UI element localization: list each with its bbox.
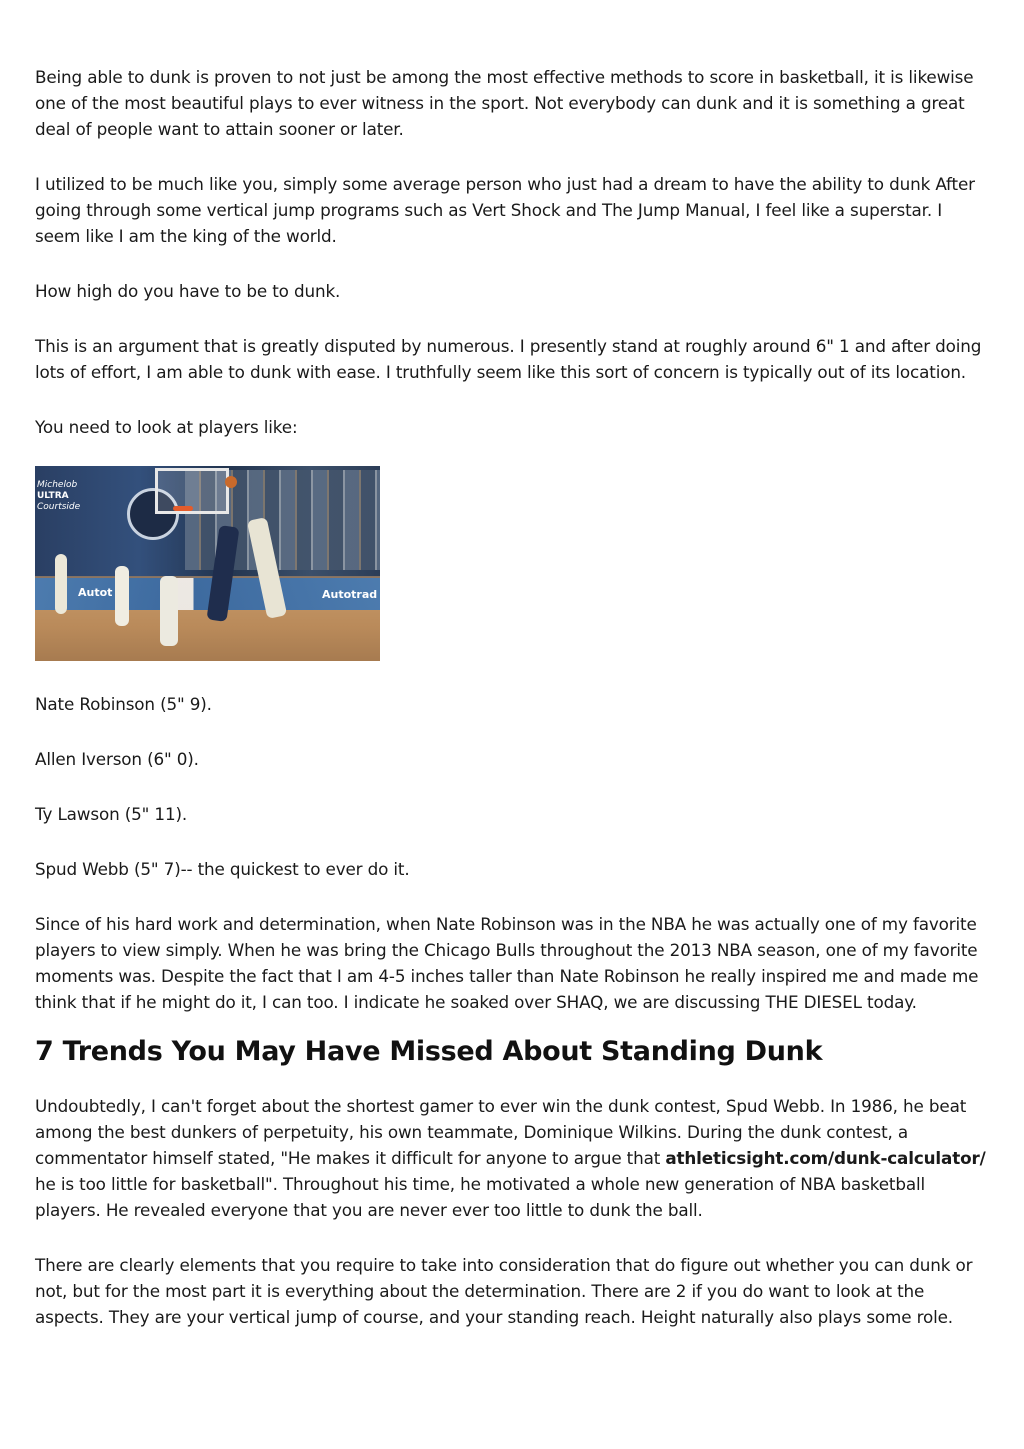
dunk-calculator-link[interactable]: athleticsight.com/dunk-calculator/: [665, 1148, 986, 1168]
nate-paragraph: Since of his hard work and determination, when Nate Robinson was in the NBA he was actually one of my favorite players to view simply. When he was bring the Chicago Bulls throughout the 2013 NBA season, one of my favorite moments was. Despite the fact that I am 4-5 inches taller than Nate Robinson he really inspired me and made me think that if he might do it, I can too. I indicate he soaked over SHAQ, we are discussing THE DIESEL today.: [35, 914, 979, 1012]
argument-paragraph: This is an argument that is greatly disputed by numerous. I presently stand at roughly around 6" 1 and after doing lots of effort, I am able to dunk with ease. I truthfully seem like this sort of concern is typically out of its location.: [35, 336, 982, 382]
basketball-game-photo: [35, 466, 380, 661]
player-line: Spud Webb (5" 7)-- the quickest to ever do it.: [35, 859, 410, 879]
player-figure: [55, 554, 67, 614]
question-paragraph: How high do you have to be to dunk.: [35, 281, 341, 301]
section-heading: 7 Trends You May Have Missed About Standing Dunk: [35, 1036, 823, 1067]
ad-text-left: Autot: [78, 586, 113, 599]
spud-paragraph: Undoubtedly, I can't forget about the shortest gamer to ever win the dunk contest, Spud Webb. In 1986, he beat among the best dunkers of perpetuity, his own teammate, Dominique Wilkins. During the dunk contest, a commentator himself stated, "He makes it difficult for anyone to argue that athleticsight.com/dunk-calculator/ he is too little for basketball". Throughout his time, he motivated a whole new generation of NBA basketball players. He revealed everyone that you are never ever too little to dunk the ball.: [35, 1096, 986, 1220]
player-line: Nate Robinson (5" 9).: [35, 694, 212, 714]
intro-paragraph: Being able to dunk is proven to not just be among the most effective methods to score in basketball, it is likewise one of the most beautiful plays to ever witness in the sport. Not everybody can dunk and it is something a great deal of people want to attain sooner or later.: [35, 67, 974, 139]
player-line: Ty Lawson (5" 11).: [35, 804, 188, 824]
closing-paragraph: There are clearly elements that you require to take into consideration that do figure out whether you can dunk or not, but for the most part it is everything about the determination. There are 2 if you do want to look at the aspects. They are your vertical jump of course, and your standing reach. Height naturally also plays some role.: [35, 1255, 973, 1327]
ad-text-right: Autotrad: [322, 588, 378, 601]
player-line: Allen Iverson (6" 0).: [35, 749, 199, 769]
hoop-rim: [173, 506, 193, 511]
player-figure: [160, 576, 178, 646]
player-figure: [115, 566, 129, 626]
article-body: [35, 64, 990, 1330]
players-intro-paragraph: You need to look at players like:: [35, 417, 298, 437]
sponsor-logo: Michelob ULTRA Courtside: [37, 480, 81, 512]
story-paragraph: I utilized to be much like you, simply some average person who just had a dream to have the ability to dunk After going through some vertical jump programs such as Vert Shock and The Jump Manual, I feel like a superstar. I seem like I am the king of the world.: [35, 174, 975, 246]
basketball: [225, 476, 237, 488]
